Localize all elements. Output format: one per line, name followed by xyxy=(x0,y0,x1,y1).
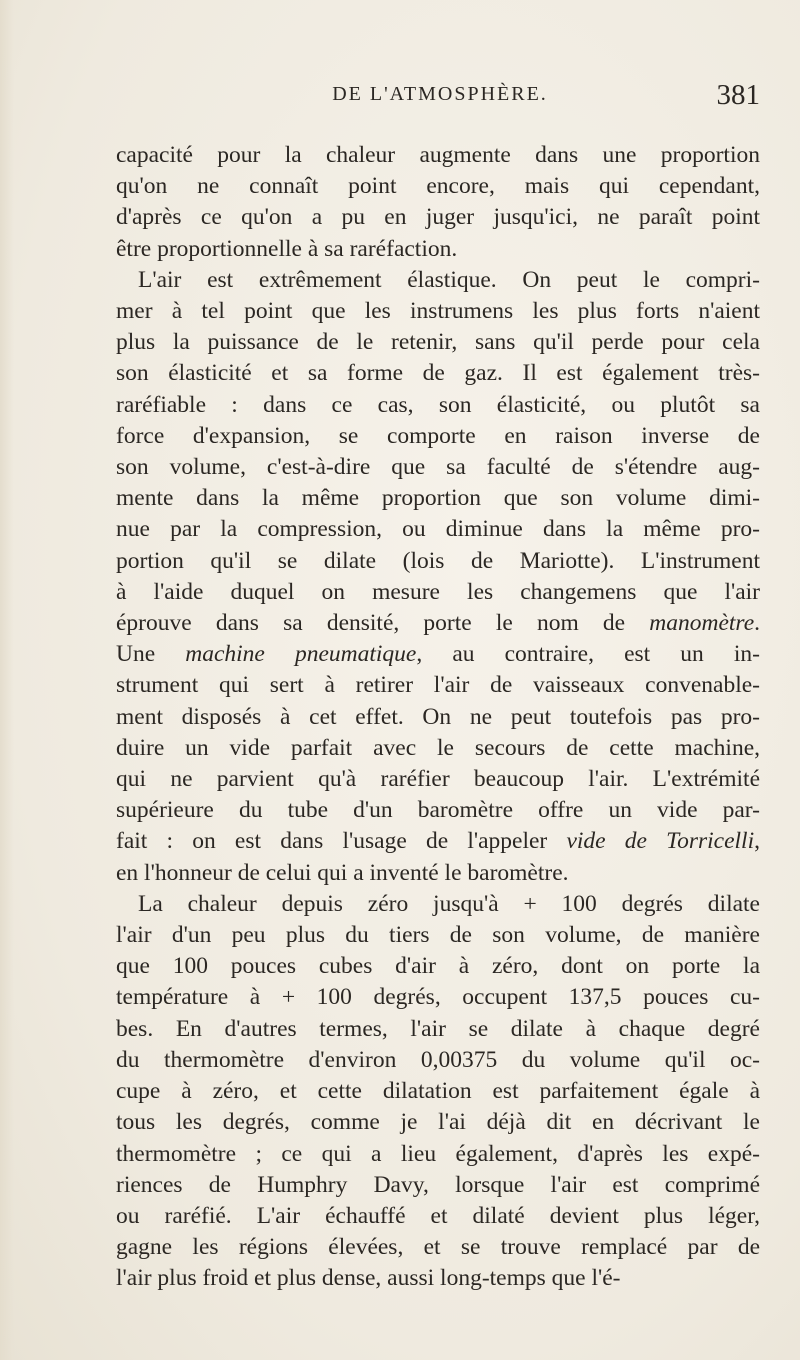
text-line xyxy=(116,608,760,639)
text-line: à l'aide duquel on mesure les changemens que l'air xyxy=(116,578,760,605)
text-line: La chaleur depuis zéro jusqu'à + 100 degrés dilate xyxy=(138,890,760,917)
text-line: bes. En d'autres termes, l'air se dilate à chaque degré xyxy=(116,1015,760,1042)
text-line xyxy=(116,826,760,857)
text-line: du thermomètre d'environ 0,00375 du volume qu'il oc- xyxy=(116,1046,760,1073)
text-line: duire un vide parfait avec le secours de cette machine, xyxy=(116,734,760,761)
italic-term: vide de Torricelli xyxy=(566,828,755,855)
text-run: éprouve dans sa densité, porte le nom de xyxy=(116,610,650,637)
text-line: portion qu'il se dilate (lois de Mariotte). L'instrument xyxy=(116,547,760,574)
text-line: ou raréfié. L'air échauffé et dilaté devient plus léger, xyxy=(116,1202,760,1229)
text-line: tous les degrés, comme je l'ai déjà dit en décrivant le xyxy=(116,1109,760,1136)
text-line: capacité pour la chaleur augmente dans une proportion xyxy=(116,142,760,168)
text-line: son volume, c'est-à-dire que sa faculté de s'étendre aug- xyxy=(116,454,760,481)
body-text xyxy=(116,140,760,1295)
page-gutter-shadow xyxy=(0,0,14,1360)
page-number: 381 xyxy=(716,79,760,111)
text-line: cupe à zéro, et cette dilatation est parfaitement égale à xyxy=(116,1078,760,1105)
text-line: que 100 pouces cubes d'air à zéro, dont on porte la xyxy=(116,953,760,980)
page-header xyxy=(120,79,760,119)
text-line: en l'honneur de celui qui a inventé le baromètre. xyxy=(116,859,569,886)
text-line: mer à tel point que les instrumens les plus forts n'aient xyxy=(116,298,760,325)
text-run: , xyxy=(754,828,760,855)
text-line xyxy=(116,639,760,670)
text-line: son élasticité et sa forme de gaz. Il est également très- xyxy=(116,360,760,387)
running-head: DE L'ATMOSPHÈRE. xyxy=(332,83,548,105)
text-line: d'après ce qu'on a pu en juger jusqu'ici, ne paraît point xyxy=(116,204,760,231)
text-line: strument qui sert à retirer l'air de vaisseaux convenable- xyxy=(116,672,760,699)
text-line: raréfiable : dans ce cas, son élasticité, ou plutôt sa xyxy=(116,391,760,418)
text-line: l'air d'un peu plus du tiers de son volume, de manière xyxy=(116,922,760,949)
text-line: température à + 100 degrés, occupent 137,5 pouces cu- xyxy=(116,984,760,1011)
italic-term: manomètre xyxy=(649,610,755,637)
text-line: qu'on ne connaît point encore, mais qui cependant, xyxy=(116,173,760,200)
text-run: , au contraire, est un in- xyxy=(416,641,760,668)
italic-term: machine pneumatique xyxy=(185,641,417,668)
text-line: L'air est extrêmement élastique. On peut le compri- xyxy=(138,266,760,293)
text-line: gagne les régions élevées, et se trouve remplacé par de xyxy=(116,1234,760,1261)
text-line: qui ne parvient qu'à raréfier beaucoup l'air. L'extrémité xyxy=(116,766,760,793)
text-line: riences de Humphry Davy, lorsque l'air est comprimé xyxy=(116,1171,760,1198)
text-run: fait : on est dans l'usage de l'appeler xyxy=(116,828,567,855)
text-line: ment disposés à cet effet. On ne peut toutefois pas pro- xyxy=(116,703,760,730)
text-run: . xyxy=(754,610,760,637)
text-line: force d'expansion, se comporte en raison inverse de xyxy=(116,422,760,449)
text-line: plus la puissance de le retenir, sans qu'il perde pour cela xyxy=(116,329,760,356)
text-line: mente dans la même proportion que son volume dimi- xyxy=(116,485,760,512)
text-line: être proportionnelle à sa raréfaction. xyxy=(116,235,458,262)
text-line: thermomètre ; ce qui a lieu également, d'après les expé- xyxy=(116,1140,760,1167)
text-line: supérieure du tube d'un baromètre offre un vide par- xyxy=(116,797,760,824)
text-line: l'air plus froid et plus dense, aussi long-temps que l'é- xyxy=(116,1265,621,1292)
text-run: Une xyxy=(116,641,186,668)
text-line: nue par la compression, ou diminue dans la même pro- xyxy=(116,516,760,543)
